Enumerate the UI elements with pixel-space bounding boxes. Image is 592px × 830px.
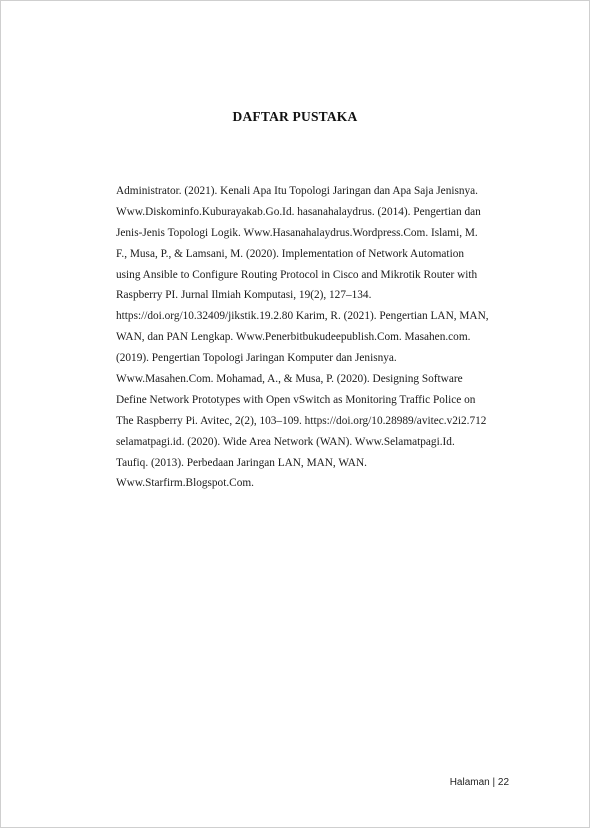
bibliography-line: Jenis-Jenis Topologi Logik. Www.Hasanahalaydrus.Wordpress.Com. Islami, M. — [116, 226, 478, 239]
bibliography-line: WAN, dan PAN Lengkap. Www.Penerbitbukudeepublish.Com. Masahen.com. — [116, 331, 471, 344]
page-number-footer: Halaman | 22 — [449, 777, 509, 788]
bibliography-line: selamatpagi.id. (2020). Wide Area Network (WAN). Www.Selamatpagi.Id. — [116, 435, 455, 448]
bibliography-line: Administrator. (2021). Kenali Apa Itu Topologi Jaringan dan Apa Saja Jenisnya. — [116, 185, 479, 197]
bibliography-body — [116, 181, 516, 494]
bibliography-line: using Ansible to Configure Routing Protocol in Cisco and Mikrotik Router with — [116, 268, 478, 281]
bibliography-line: Taufiq. (2013). Perbedaan Jaringan LAN, MAN, WAN. — [116, 456, 367, 469]
bibliography-line: Www.Starfirm.Blogspot.Com. — [116, 477, 254, 490]
page-title: DAFTAR PUSTAKA — [232, 109, 358, 124]
bibliography-line: Define Network Prototypes with Open vSwitch as Monitoring Traffic Police on — [116, 393, 476, 406]
bibliography-line: https://doi.org/10.32409/jikstik.19.2.80 Karim, R. (2021). Pengertian LAN, MAN, — [116, 310, 489, 323]
bibliography-line: Raspberry PI. Jurnal Ilmiah Komputasi, 19(2), 127–134. — [116, 289, 372, 302]
bibliography-line: The Raspberry Pi. Avitec, 2(2), 103–109. https://doi.org/10.28989/avitec.v2i2.712 — [116, 414, 487, 427]
bibliography-line: Www.Diskominfo.Kuburayakab.Go.Id. hasanahalaydrus. (2014). Pengertian dan — [116, 205, 481, 218]
bibliography-line: (2019). Pengertian Topologi Jaringan Komputer dan Jenisnya. — [116, 352, 397, 365]
bibliography-line: Www.Masahen.Com. Mohamad, A., & Musa, P. (2020). Designing Software — [116, 373, 463, 386]
bibliography-line: F., Musa, P., & Lamsani, M. (2020). Implementation of Network Automation — [116, 247, 465, 260]
